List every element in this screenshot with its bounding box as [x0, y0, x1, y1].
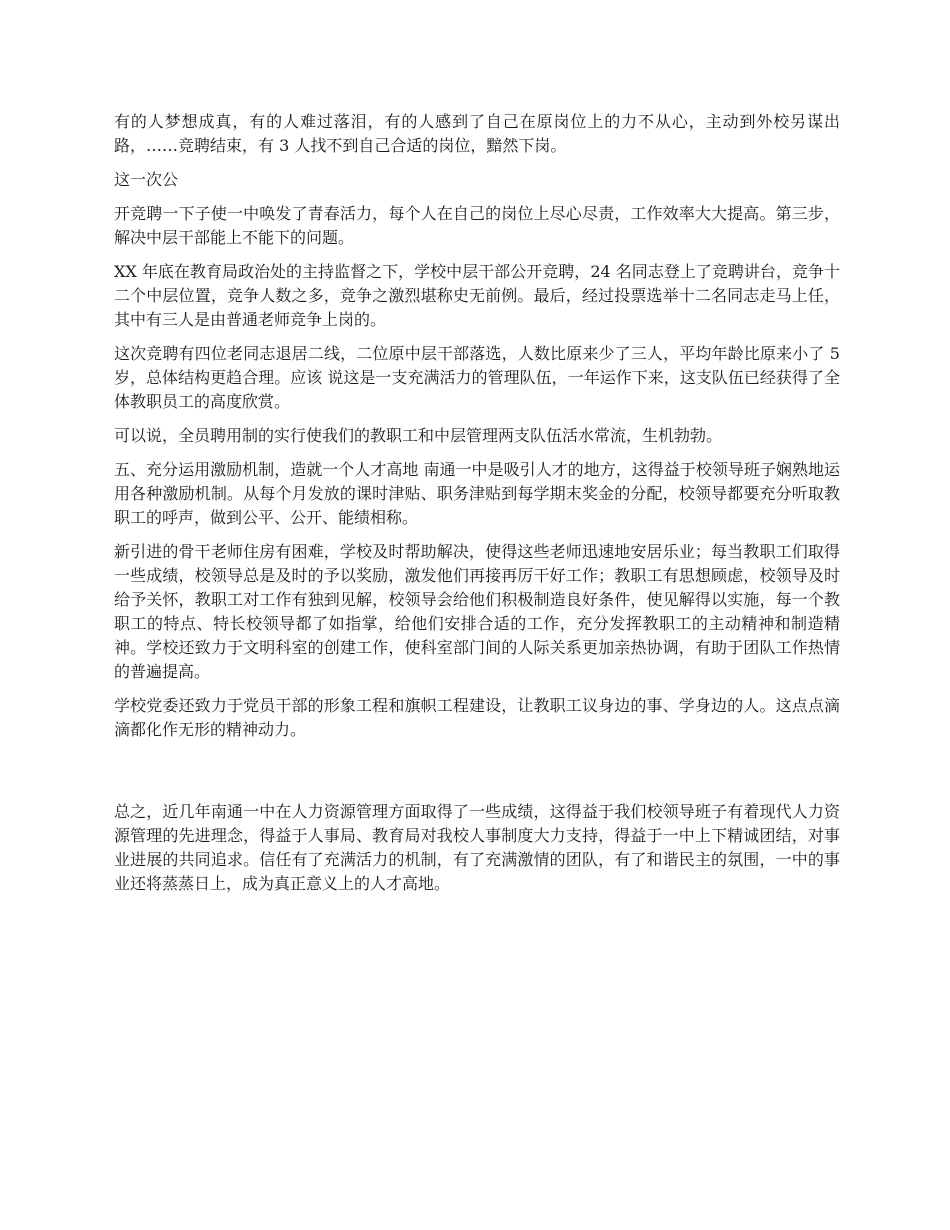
paragraph-5: 这次竞聘有四位老同志退居二线，二位原中层干部落选，人数比原来少了三人，平均年龄比原来小了 5 岁，总体结构更趋合理。应该 说这是一支充满活力的管理队伍，一年运作下来，这支队伍已经获得了全体教职员工的高度欣赏。 [114, 344, 840, 411]
paragraph-10: 总之，近几年南通一中在人力资源管理方面取得了一些成绩，这得益于我们校领导班子有着现代人力资源管理的先进理念，得益于人事局、教育局对我校人事制度大力支持，得益于一中上下精诚团结，对事业进展的共同追求。信任有了充满活力的机制，有了充满激情的团队，有了和谐民主的氛围，一中的事业还将蒸蒸日上，成为真正意义上的人才高地。 [114, 802, 840, 893]
paragraph-3: 开竞聘一下子使一中唤发了青春活力，每个人在自己的岗位上尽心尽责，工作效率大大提高。第三步，解决中层干部能上不能下的问题。 [114, 204, 840, 247]
paragraph-2: 这一次公 [114, 170, 179, 189]
paragraph-9: 学校党委还致力于党员干部的形象工程和旗帜工程建设，让教职工议身边的事、学身边的人。这点点滴滴都化作无形的精神动力。 [114, 696, 840, 739]
paragraph-8: 新引进的骨干老师住房有困难，学校及时帮助解决，使得这些老师迅速地安居乐业；每当教职工们取得一些成绩，校领导总是及时的予以奖励，激发他们再接再厉干好工作；教职工有思想顾虑，校领导及时给予关怀，教职工对工作有独到见解，校领导会给他们积极制造良好条件，使见解得以实施，每一个教职工的特点、特长校领导都了如指掌，给他们安排合适的工作，充分发挥教职工的主动精神和制造精神。学校还致力于文明科室的创建工作，使科室部门间的人际关系更加亲热协调，有助于团队工作热情的普遍提高。 [114, 542, 840, 681]
paragraph-6: 可以说，全员聘用制的实行使我们的教职工和中层管理两支队伍活水常流，生机勃勃。 [114, 426, 723, 445]
paragraph-7: 五、充分运用激励机制，造就一个人才高地 南通一中是吸引人才的地方，这得益于校领导班子娴熟地运用各种激励机制。从每个月发放的课时津贴、职务津贴到每学期末奖金的分配，校领导都要充分听取教职工的呼声，做到公平、公开、能绩相称。 [114, 460, 840, 527]
paragraph-1: 有的人梦想成真，有的人难过落泪，有的人感到了自己在原岗位上的力不从心，主动到外校另谋出路，……竞聘结束，有 3 人找不到自己合适的岗位，黯然下岗。 [114, 112, 840, 155]
document-body [114, 110, 840, 896]
paragraph-4: XX 年底在教育局政治处的主持监督之下，学校中层干部公开竞聘，24 名同志登上了竞聘讲台，竞争十二个中层位置，竞争人数之多，竞争之激烈堪称史无前例。最后，经过投票选举十二名同志走马上任，其中有三人是由普通老师竞争上岗的。 [114, 262, 840, 329]
